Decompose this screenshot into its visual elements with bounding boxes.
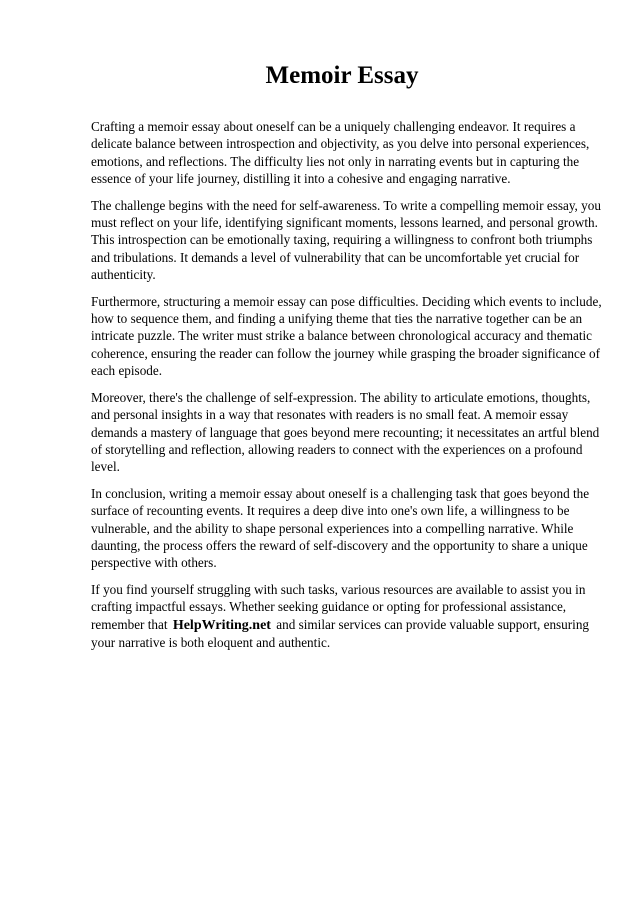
paragraph-intro: Crafting a memoir essay about oneself can be a uniquely challenging endeavor. It requires a delicate balance between introspection and objectivity, as you delve into personal experiences, emotions, and reflections. The difficulty lies not only in narrating events but in capturing the essence of your life journey, distilling it into a cohesive and engaging narrative.: [91, 119, 590, 187]
document-body: [91, 118, 603, 660]
paragraph-conclusion: In conclusion, writing a memoir essay about oneself is a challenging task that goes beyond the surface of recounting events. It requires a deep dive into one's own life, a willingness to be vulnerable, and the ability to shape personal experiences into a compelling narrative. While daunting, the process offers the reward of self-discovery and the opportunity to share a unique perspective with others.: [91, 485, 590, 571]
document-title: Memoir Essay: [265, 62, 419, 89]
helpwriting-link[interactable]: HelpWriting.net: [172, 617, 271, 633]
paragraph-structure: Furthermore, structuring a memoir essay can pose difficulties. Deciding which events to include, how to sequence them, and finding a unifying theme that ties the narrative together can be an intricate puzzle. The writer must strike a balance between chronological accuracy and thematic coherence, ensuring the reader can follow the journey while grasping the broader significance of each episode.: [91, 293, 602, 379]
paragraph-self-expression: Moreover, there's the challenge of self-expression. The ability to articulate emotions, thoughts, and personal insights in a way that resonates with readers is no small feat. A memoir essay demands a mastery of language that goes beyond mere recounting; it necessitates an artful blend of storytelling and reflection, allowing readers to connect with the experiences on a profound level.: [91, 389, 600, 475]
resources-text-after: and similar services can provide valuable support, ensuring your narrative is both eloquent and authentic.: [91, 616, 590, 650]
resources-text-before: If you find yourself struggling with such tasks, various resources are available to assist you in crafting impactful essays. Whether seeking guidance or opting for professional assistance, remember that: [91, 581, 586, 632]
paragraph-self-awareness: The challenge begins with the need for self-awareness. To write a compelling memoir essay, you must reflect on your life, identifying significant moments, lessons learned, and personal growth. This introspection can be emotionally taxing, requiring a willingness to confront both triumphs and tribulations. It demands a level of vulnerability that can be uncomfortable yet crucial for authenticity.: [91, 197, 601, 283]
paragraph-resources: [91, 581, 603, 652]
